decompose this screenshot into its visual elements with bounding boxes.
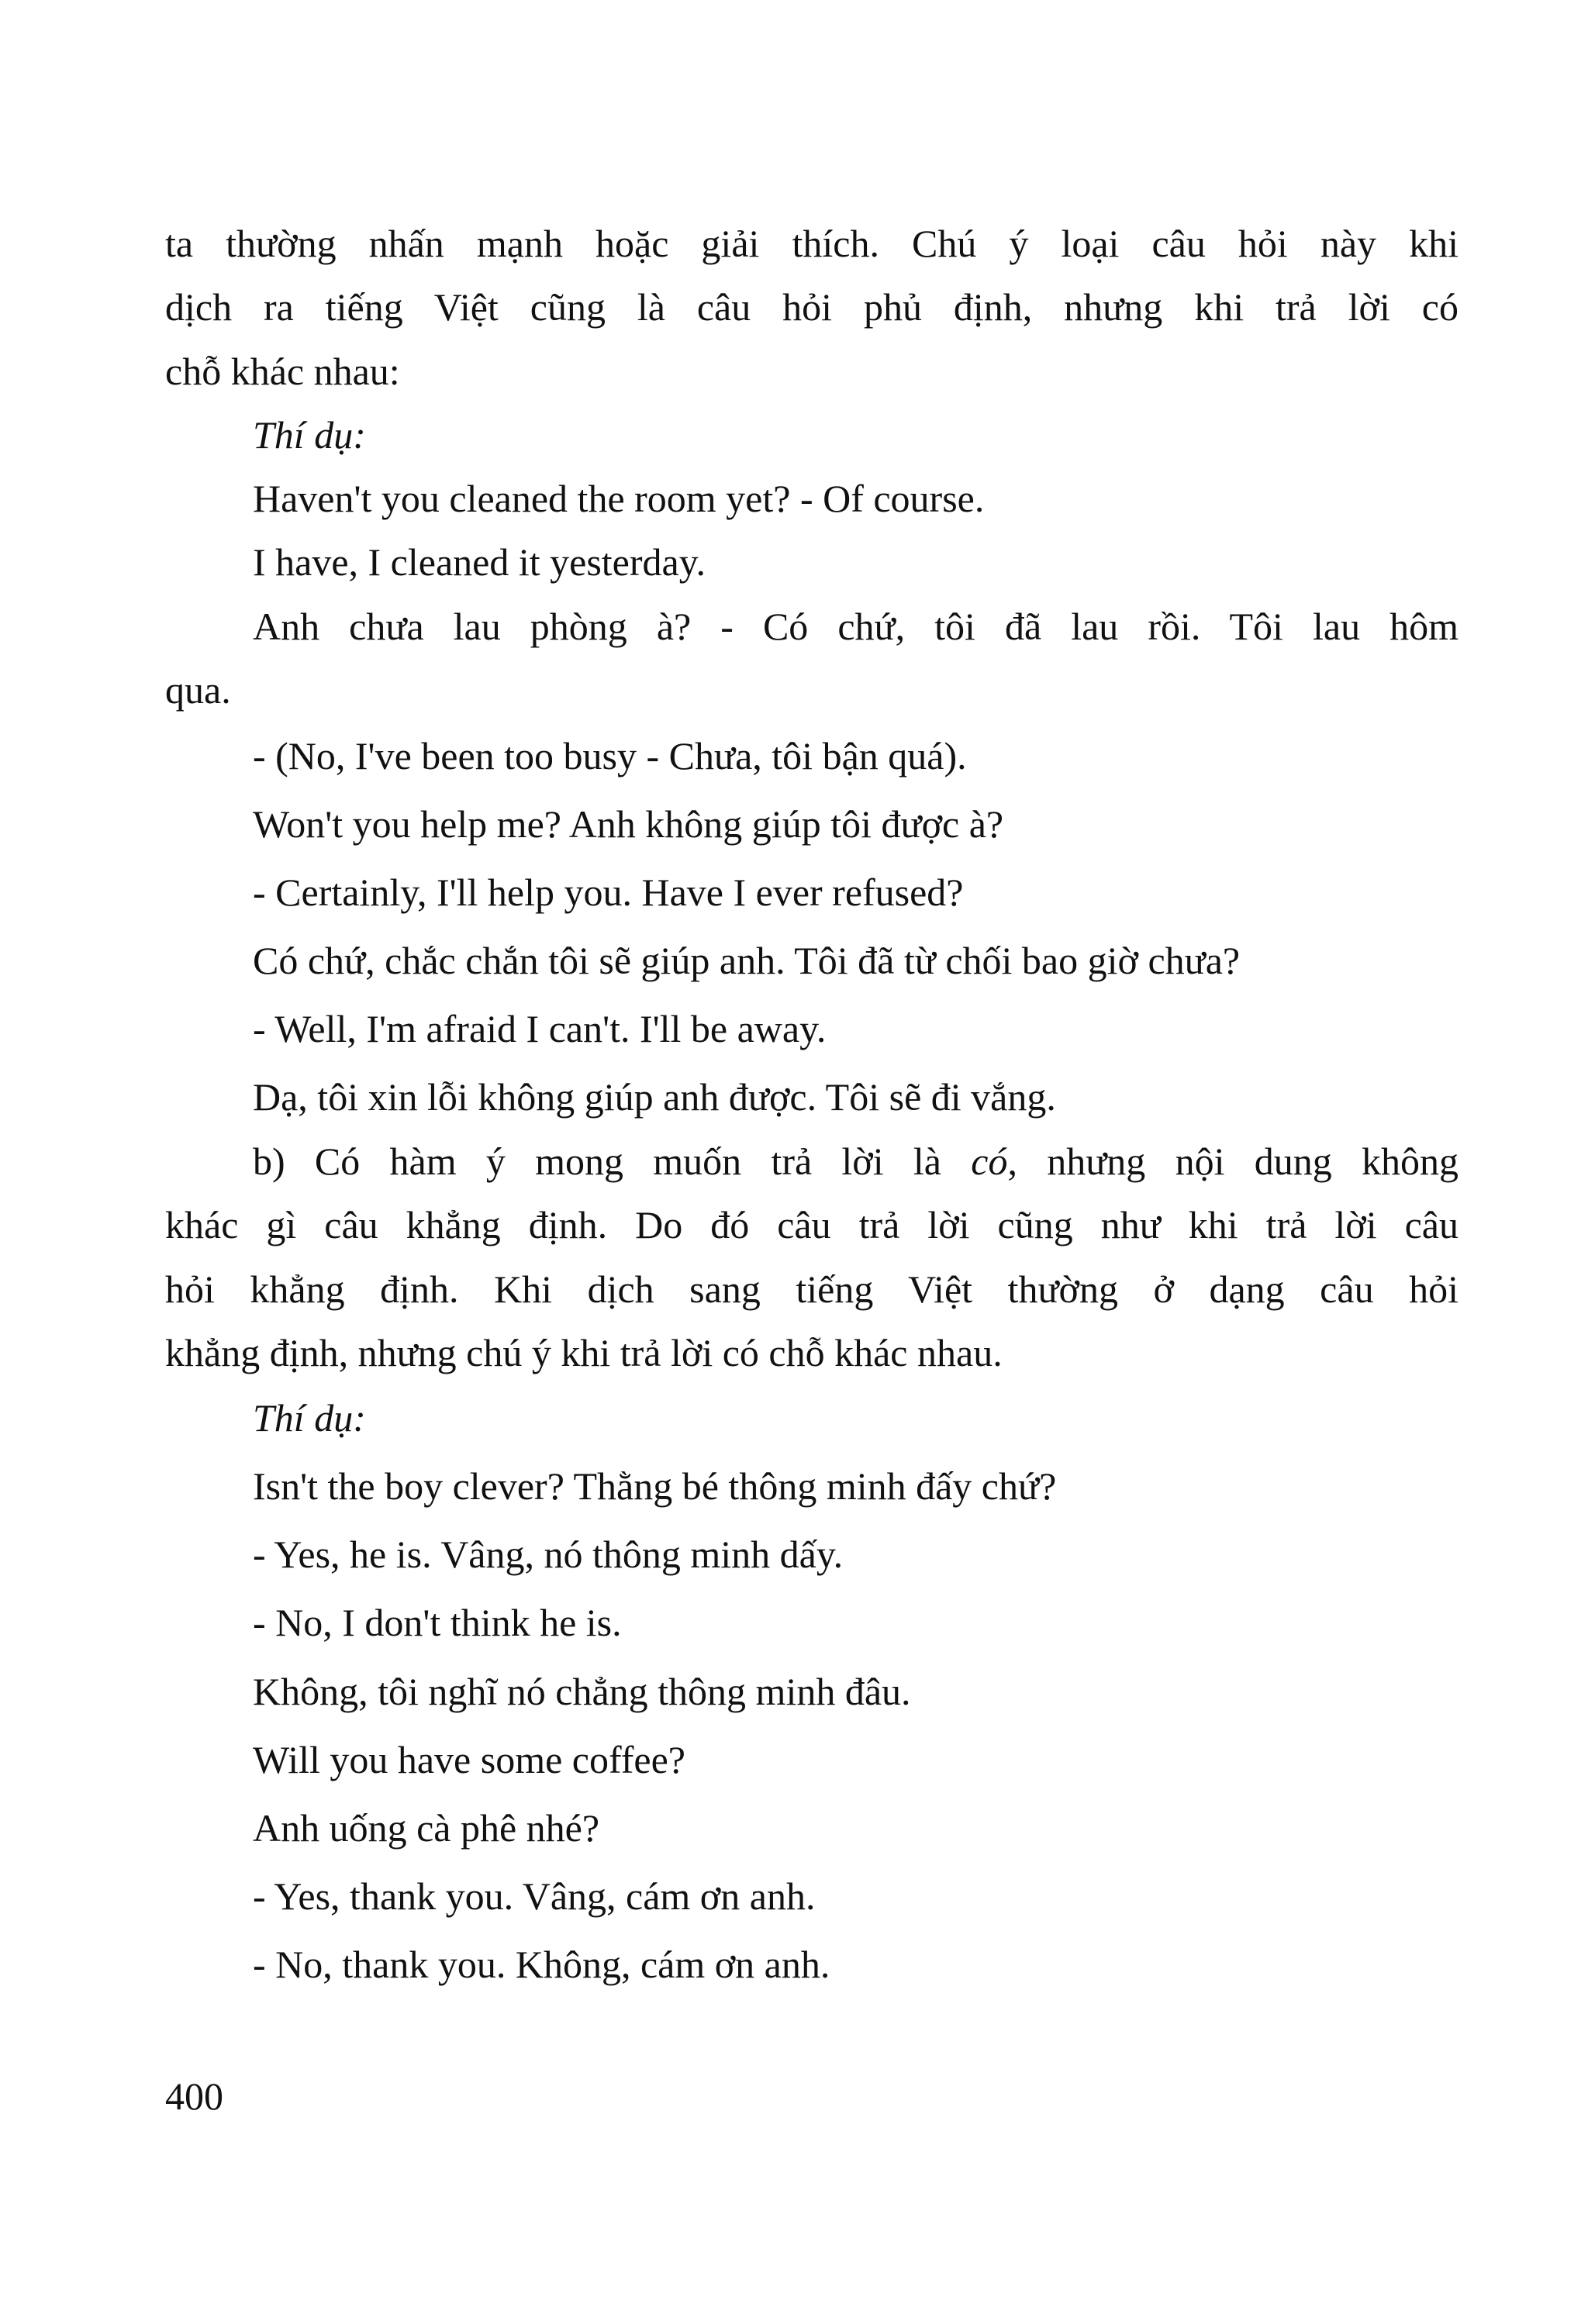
text-line: Có chứ, chắc chắn tôi sẽ giúp anh. Tôi đã từ chối bao giờ chưa? (253, 939, 1241, 982)
text-line: Won't you help me? Anh không giúp tôi được à? (253, 802, 1004, 846)
page-number: 400 (165, 2074, 223, 2118)
text-line: - Certainly, I'll help you. Have I ever refused? (253, 871, 964, 914)
text-line: dịch ra tiếng Việt cũng là câu hỏi phủ định, nhưng khi trả lời có (165, 285, 1459, 329)
text-line: Will you have some coffee? (253, 1738, 685, 1781)
text-run: , nhưng nội dung không (1007, 1140, 1459, 1183)
text-line: I have, I cleaned it yesterday. (253, 540, 706, 584)
text-line: Haven't you cleaned the room yet? - Of course. (253, 477, 985, 520)
example-heading: Thí dụ: (253, 1396, 366, 1440)
text-line: - Well, I'm afraid I can't. I'll be away. (253, 1007, 827, 1050)
text-line: - Yes, he is. Vâng, nó thông minh dấy. (253, 1533, 844, 1576)
italic-word: có (971, 1140, 1008, 1183)
text-line: Không, tôi nghĩ nó chẳng thông minh đâu. (253, 1670, 911, 1713)
text-line: khác gì câu khẳng định. Do đó câu trả lời cũng như khi trả lời câu (165, 1203, 1459, 1246)
text-line: Anh chưa lau phòng à? - Có chứ, tôi đã lau rồi. Tôi lau hôm (253, 605, 1459, 648)
text-line: - No, I don't think he is. (253, 1601, 622, 1644)
text-line: - (No, I've been too busy - Chưa, tôi bận quá). (253, 734, 967, 778)
example-heading: Thí dụ: (253, 413, 366, 457)
text-line: - No, thank you. Không, cám ơn anh. (253, 1943, 830, 1986)
text-line: Anh uống cà phê nhé? (253, 1806, 600, 1850)
text-run: b) Có hàm ý mong muốn trả lời là (253, 1140, 972, 1183)
text-line: khẳng định, nhưng chú ý khi trả lời có chỗ khác nhau. (165, 1331, 1003, 1374)
text-line: hỏi khẳng định. Khi dịch sang tiếng Việt thường ở dạng câu hỏi (165, 1267, 1459, 1311)
text-line: chỗ khác nhau: (165, 350, 400, 393)
text-line: ta thường nhấn mạnh hoặc giải thích. Chú ý loại câu hỏi này khi (165, 222, 1459, 265)
text-line: - Yes, thank you. Vâng, cám ơn anh. (253, 1874, 816, 1918)
text-line: qua. (165, 668, 231, 712)
paragraph-b-first-line (253, 1131, 1459, 1191)
text-line: Dạ, tôi xin lỗi không giúp anh được. Tôi sẽ đi vắng. (253, 1075, 1056, 1119)
text-line: Isn't the boy clever? Thằng bé thông minh đấy chứ? (253, 1464, 1057, 1508)
